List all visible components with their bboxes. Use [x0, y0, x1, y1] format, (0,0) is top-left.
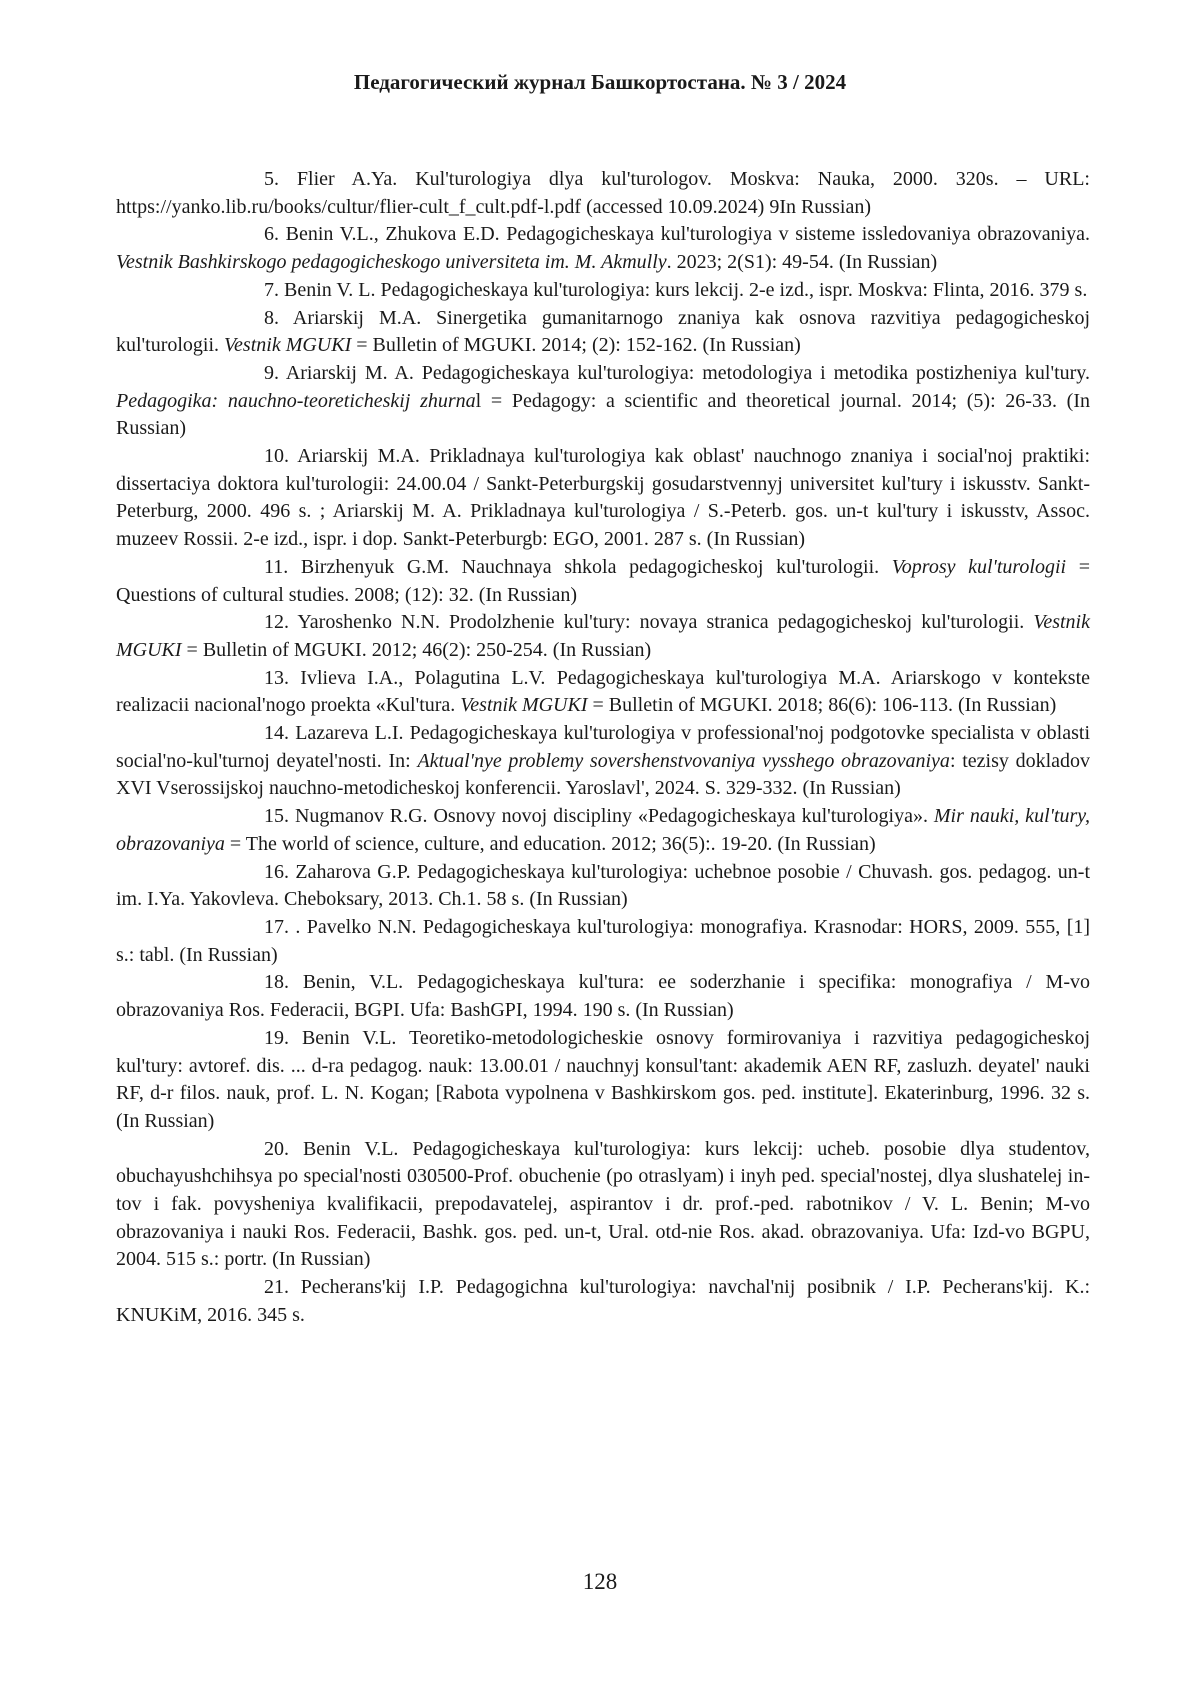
reference-text: = Questions of cultural studies. 2008; (12): 32. (In Russian): [116, 555, 1091, 606]
reference-text: Ariarskij M.A. Sinergetika gumanitarnogo znaniya kak osnova razvitiya pedagogicheskoj kul'turologii.: [116, 306, 1090, 357]
reference-text: Birzhenyuk G.M. Nauchnaya shkola pedagogicheskoj kul'turologii.: [300, 555, 892, 578]
reference-source-title: Vestnik MGUKI: [116, 611, 1090, 661]
reference-item: [116, 859, 1090, 914]
reference-text: Ivlieva I.A., Polagutina L.V. Pedagogicheskaya kul'turologiya M.A. Ariarskogo v kontekste realizacii nacional'nogo proekta «Kul'tura.: [116, 666, 1091, 717]
reference-number: 21.: [264, 1276, 289, 1299]
reference-text: = Bulletin of MGUKI. 2012; 46(2): 250-254. (In Russian): [181, 638, 652, 661]
reference-text: Flier A.Ya. Kul'turologiya dlya kul'turologov. Moskva: Nauka, 2000. 320s. – URL: https://yanko.lib.ru/books/cultur/flier-cult_f_cult.pdf-l.pdf (accessed 10.09.2024) 9In Russian): [116, 168, 1090, 218]
reference-number: 11.: [264, 555, 289, 578]
reference-source-title: Voprosy kul'turologii: [891, 555, 1067, 578]
reference-item: [116, 360, 1090, 443]
reference-number: 13.: [264, 666, 289, 689]
reference-number: 14.: [264, 722, 289, 745]
reference-number: 20.: [264, 1137, 289, 1160]
reference-text: = Bulletin of MGUKI. 2014; (2): 152-162. (In Russian): [351, 334, 801, 357]
reference-text: : tezisy dokladov XVI Vserossijskoj nauchno-metodicheskoj konferencii. Yaroslavl', 2024. S. 329-332. (In Russian): [116, 749, 1091, 800]
reference-source-title: Vestnik MGUKI: [224, 334, 352, 357]
reference-number: 15.: [264, 805, 289, 828]
reference-item: [116, 1025, 1090, 1136]
reference-item: [116, 305, 1090, 360]
reference-text: Pecherans'kij I.P. Pedagogichna kul'turologiya: navchal'nij posibnik / I.P. Pecherans'kij. K.: KNUKiM, 2016. 345 s.: [116, 1276, 1090, 1326]
reference-source-title: Aktual'nye problemy sovershenstvovaniya vysshego obrazovaniya: [417, 749, 950, 772]
reference-item: [116, 1136, 1090, 1275]
reference-number: 12.: [264, 611, 289, 634]
reference-text: Nugmanov R.G. Osnovy novoj discipliny «Pedagogicheskaya kul'turologiya».: [294, 805, 934, 828]
reference-item: [116, 1274, 1090, 1329]
reference-source-title: Vestnik MGUKI: [460, 694, 588, 717]
reference-text: Yaroshenko N.N. Prodolzhenie kul'tury: novaya stranica pedagogicheskoj kul'turologii.: [297, 611, 1034, 634]
reference-number: 10.: [264, 445, 289, 468]
reference-item: [116, 665, 1090, 720]
reference-text: = Bulletin of MGUKI. 2018; 86(6): 106-113. (In Russian): [587, 694, 1057, 717]
reference-list: [116, 166, 1090, 1330]
reference-item: [116, 443, 1090, 554]
reference-item: [116, 914, 1090, 969]
reference-item: [116, 166, 1090, 221]
reference-text: Lazareva L.I. Pedagogicheskaya kul'turologiya v professional'noj podgotovke specialista v oblasti social'no-kul'turnoj deyatel'nosti. In:: [116, 722, 1090, 772]
reference-number: 19.: [264, 1026, 289, 1049]
reference-text: Benin V.L. Pedagogicheskaya kul'turologiya: kurs lekcij: ucheb. posobie dlya studentov, obuchayushchihsya po special'nosti 030500-Prof. obuchenie (po otraslyam) i inyh ped. special'nostej, dlya slushatelej in-tov i fak. povysheniya kvalifikacii, prepodavatelej, aspirantov i dr. prof.-ped. rabotnikov / V. L. Benin; M-vo obrazovaniya i nauki Ros. Federacii, Bashk. gos. ped. un-t, Ural. otd-nie Ros. akad. obrazovaniya. Ufa: Izd-vo BGPU, 2004. 515 s.: portr. (In Russian): [116, 1137, 1091, 1271]
reference-number: 7.: [264, 278, 279, 301]
reference-item: [116, 720, 1090, 803]
reference-text: Zaharova G.P. Pedagogicheskaya kul'turologiya: uchebnoe posobie / Chuvash. gos. pedagog. un-t im. I.Ya. Yakovleva. Cheboksary, 2013. Ch.1. 58 s. (In Russian): [116, 860, 1091, 911]
reference-text: Benin V.L., Zhukova E.D. Pedagogicheskaya kul'turologiya v sisteme issledovaniya obrazovaniya.: [285, 223, 1091, 246]
reference-number: 18.: [264, 971, 289, 994]
reference-number: 5.: [264, 168, 279, 190]
reference-item: [116, 803, 1090, 858]
reference-number: 16.: [264, 860, 289, 883]
reference-number: 6.: [264, 223, 279, 246]
journal-header: Педагогический журнал Башкортостана. № 3 / 2024: [353, 70, 847, 94]
reference-number: 8.: [264, 306, 279, 329]
reference-source-title: Vestnik Bashkirskogo pedagogicheskogo universiteta im. M. Akmully: [116, 251, 667, 274]
page-number: 128: [582, 1569, 618, 1594]
reference-item: [116, 554, 1090, 609]
reference-text: . 2023; 2(S1): 49-54. (In Russian): [666, 251, 938, 274]
reference-text: Benin V.L. Teoretiko-metodologicheskie osnovy formirovaniya i razvitiya pedagogicheskoj kul'tury: avtoref. dis. ... d-ra pedagog. nauk: 13.00.01 / nauchnyj konsul'tant: akademik AEN RF, zasluzh. deyatel' nauki RF, d-r filos. nauk, prof. L. N. Kogan; [Rabota vypolnena v Bashkirskom gos. ped. institute]. Ekaterinburg, 1996. 32 s. (In Russian): [116, 1026, 1091, 1132]
reference-text: Benin, V.L. Pedagogicheskaya kul'tura: ee soderzhanie i specifika: monografiya / M-vo obrazovaniya Ros. Federacii, BGPI. Ufa: BashGPI, 1994. 190 s. (In Russian): [116, 971, 1091, 1022]
reference-text: Benin V. L. Pedagogicheskaya kul'turologiya: kurs lekcij. 2-e izd., ispr. Moskva: Flinta, 2016. 379 s.: [284, 278, 1088, 301]
reference-item: [116, 609, 1090, 664]
reference-item: [116, 969, 1090, 1024]
reference-item: [116, 277, 1090, 305]
reference-text: = The world of science, culture, and education. 2012; 36(5):. 19-20. (In Russian): [224, 832, 876, 855]
reference-source-title: Pedagogika: nauchno-teoreticheskij zhurna: [116, 389, 476, 412]
reference-text: Ariarskij M. A. Pedagogicheskaya kul'turologiya: metodologiya i metodika postizheniya kul'tury.: [285, 361, 1090, 384]
reference-text: l = Pedagogy: a scientific and theoretical journal. 2014; (5): 26-33. (In Russian): [116, 389, 1090, 440]
reference-item: [116, 221, 1090, 276]
reference-number: 9.: [264, 361, 279, 384]
reference-text: Ariarskij M.A. Prikladnaya kul'turologiya kak oblast' nauchnogo znaniya i social'noj praktiki: dissertaciya doktora kul'turologii: 24.00.04 / Sankt-Peterburgskij gosudarstvennyj universitet kul'tury i iskusstv. Sankt- Peterburg, 2000. 496 s. ; Ariarskij M. A. Prikladnaya kul'turologiya / S.-Peterb. gos. un-t kul'tury i iskusstv, Assoc. muzeev Rossii. 2-e izd., ispr. i dop. Sankt-Peterburgb: EGO, 2001. 287 s. (In Russian): [116, 445, 1090, 551]
reference-number: 17.: [264, 915, 289, 938]
reference-text: . Pavelko N.N. Pedagogicheskaya kul'turologiya: monografiya. Krasnodar: HORS, 2009. 555, [1] s.: tabl. (In Russian): [116, 915, 1091, 966]
reference-source-title: Mir nauki, kul'tury, obrazovaniya: [116, 805, 1091, 855]
